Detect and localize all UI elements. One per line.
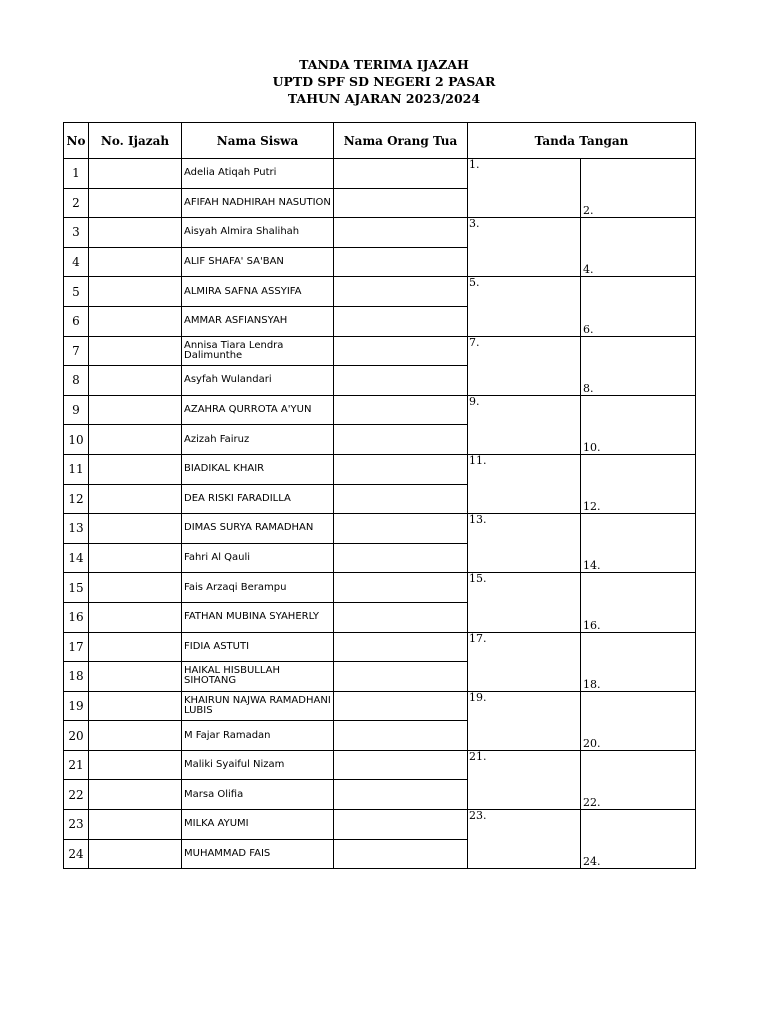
no-ijazah-cell[interactable] (89, 602, 182, 632)
row-number: 6 (64, 306, 89, 336)
nama-orang-tua-cell[interactable] (334, 247, 468, 277)
no-ijazah-cell[interactable] (89, 543, 182, 573)
row-number: 22 (64, 780, 89, 810)
nama-orang-tua-cell[interactable] (334, 810, 468, 840)
nama-orang-tua-cell[interactable] (334, 159, 468, 189)
nama-siswa-cell: FATHAN MUBINA SYAHERLY (182, 602, 334, 632)
signature-cell-odd[interactable] (468, 573, 581, 632)
nama-siswa-cell: DIMAS SURYA RAMADHAN (182, 514, 334, 544)
nama-siswa-cell: AZAHRA QURROTA A'YUN (182, 395, 334, 425)
row-number: 21 (64, 750, 89, 780)
nama-siswa-cell: Maliki Syaiful Nizam (182, 750, 334, 780)
signature-cell-even[interactable] (581, 810, 696, 869)
signature-number: 17. (469, 631, 487, 645)
nama-orang-tua-cell[interactable] (334, 543, 468, 573)
no-ijazah-cell[interactable] (89, 573, 182, 603)
nama-orang-tua-cell[interactable] (334, 366, 468, 396)
signature-number: 23. (469, 809, 487, 823)
table-row (64, 573, 696, 603)
table-header-row (64, 123, 696, 159)
nama-orang-tua-cell[interactable] (334, 839, 468, 869)
nama-orang-tua-cell[interactable] (334, 514, 468, 544)
no-ijazah-cell[interactable] (89, 780, 182, 810)
row-number: 19 (64, 691, 89, 721)
no-ijazah-cell[interactable] (89, 839, 182, 869)
signature-number: 2. (583, 204, 594, 218)
signature-number: 22. (583, 796, 601, 810)
row-number: 1 (64, 159, 89, 189)
nama-siswa-cell: Fahri Al Qauli (182, 543, 334, 573)
signature-cell-even[interactable] (581, 277, 696, 336)
no-ijazah-cell[interactable] (89, 247, 182, 277)
nama-orang-tua-cell[interactable] (334, 306, 468, 336)
table-row (64, 691, 696, 721)
no-ijazah-cell[interactable] (89, 425, 182, 455)
signature-cell-odd[interactable] (468, 750, 581, 809)
signature-cell-even[interactable] (581, 218, 696, 277)
signature-number: 18. (583, 677, 601, 691)
no-ijazah-cell[interactable] (89, 454, 182, 484)
signature-number: 16. (583, 618, 601, 632)
row-number: 11 (64, 454, 89, 484)
receipt-table (63, 122, 696, 869)
row-number: 14 (64, 543, 89, 573)
nama-orang-tua-cell[interactable] (334, 602, 468, 632)
row-number: 17 (64, 632, 89, 662)
row-number: 23 (64, 810, 89, 840)
signature-number: 15. (469, 572, 487, 586)
signature-cell-even[interactable] (581, 159, 696, 218)
no-ijazah-cell[interactable] (89, 188, 182, 218)
nama-orang-tua-cell[interactable] (334, 632, 468, 662)
signature-cell-even[interactable] (581, 750, 696, 809)
signature-cell-even[interactable] (581, 514, 696, 573)
header-nama-orang-tua: Nama Orang Tua (334, 123, 468, 159)
table-row (64, 454, 696, 484)
no-ijazah-cell[interactable] (89, 691, 182, 721)
table-row (64, 218, 696, 248)
row-number: 4 (64, 247, 89, 277)
no-ijazah-cell[interactable] (89, 662, 182, 692)
row-number: 12 (64, 484, 89, 514)
row-number: 13 (64, 514, 89, 544)
signature-cell-even[interactable] (581, 691, 696, 750)
nama-orang-tua-cell[interactable] (334, 454, 468, 484)
signature-number: 6. (583, 322, 594, 336)
no-ijazah-cell[interactable] (89, 721, 182, 751)
signature-cell-odd[interactable] (468, 514, 581, 573)
nama-siswa-cell: ALMIRA SAFNA ASSYIFA (182, 277, 334, 307)
no-ijazah-cell[interactable] (89, 306, 182, 336)
table-row (64, 810, 696, 840)
signature-number: 19. (469, 690, 487, 704)
table-row (64, 277, 696, 307)
nama-siswa-cell: Marsa Olifia (182, 780, 334, 810)
signature-number: 3. (469, 217, 480, 231)
signature-cell-odd[interactable] (468, 277, 581, 336)
nama-siswa-cell: DEA RISKI FARADILLA (182, 484, 334, 514)
nama-siswa-cell: AFIFAH NADHIRAH NASUTION (182, 188, 334, 218)
row-number: 24 (64, 839, 89, 869)
table-body (64, 159, 696, 869)
signature-cell-odd[interactable] (468, 395, 581, 454)
row-number: 20 (64, 721, 89, 751)
nama-orang-tua-cell[interactable] (334, 277, 468, 307)
signature-cell-even[interactable] (581, 395, 696, 454)
table-row (64, 395, 696, 425)
row-number: 18 (64, 662, 89, 692)
no-ijazah-cell[interactable] (89, 277, 182, 307)
no-ijazah-cell[interactable] (89, 810, 182, 840)
no-ijazah-cell[interactable] (89, 632, 182, 662)
nama-orang-tua-cell[interactable] (334, 484, 468, 514)
no-ijazah-cell[interactable] (89, 218, 182, 248)
row-number: 9 (64, 395, 89, 425)
signature-number: 13. (469, 513, 487, 527)
signature-number: 14. (583, 559, 601, 573)
nama-siswa-cell: KHAIRUN NAJWA RAMADHANI LUBIS (182, 691, 334, 721)
signature-number: 10. (583, 440, 601, 454)
signature-cell-odd[interactable] (468, 336, 581, 395)
no-ijazah-cell[interactable] (89, 366, 182, 396)
header-no-ijazah: No. Ijazah (89, 123, 182, 159)
nama-siswa-cell: Annisa Tiara Lendra Dalimunthe (182, 336, 334, 366)
nama-orang-tua-cell[interactable] (334, 573, 468, 603)
nama-orang-tua-cell[interactable] (334, 750, 468, 780)
signature-number: 21. (469, 749, 487, 763)
signature-cell-odd[interactable] (468, 218, 581, 277)
signature-number: 5. (469, 276, 480, 290)
signature-number: 24. (583, 855, 601, 869)
nama-siswa-cell: AMMAR ASFIANSYAH (182, 306, 334, 336)
nama-siswa-cell: MILKA AYUMI (182, 810, 334, 840)
signature-number: 12. (583, 500, 601, 514)
header-no: No (64, 123, 89, 159)
table-row (64, 159, 696, 189)
nama-orang-tua-cell[interactable] (334, 691, 468, 721)
nama-siswa-cell: Asyfah Wulandari (182, 366, 334, 396)
no-ijazah-cell[interactable] (89, 395, 182, 425)
signature-cell-odd[interactable] (468, 810, 581, 869)
nama-orang-tua-cell[interactable] (334, 662, 468, 692)
table-row (64, 336, 696, 366)
no-ijazah-cell[interactable] (89, 750, 182, 780)
nama-siswa-cell: MUHAMMAD FAIS (182, 839, 334, 869)
nama-orang-tua-cell[interactable] (334, 721, 468, 751)
signature-number: 1. (469, 158, 480, 171)
signature-cell-odd[interactable] (468, 159, 581, 218)
signature-number: 8. (583, 381, 594, 395)
no-ijazah-cell[interactable] (89, 159, 182, 189)
no-ijazah-cell[interactable] (89, 336, 182, 366)
nama-siswa-cell: Azizah Fairuz (182, 425, 334, 455)
signature-cell-odd[interactable] (468, 691, 581, 750)
nama-siswa-cell: HAIKAL HISBULLAH SIHOTANG (182, 662, 334, 692)
nama-siswa-cell: Adelia Atiqah Putri (182, 159, 334, 189)
nama-siswa-cell: FIDIA ASTUTI (182, 632, 334, 662)
signature-number: 11. (469, 453, 487, 467)
table-row (64, 632, 696, 662)
nama-siswa-cell: ALIF SHAFA' SA'BAN (182, 247, 334, 277)
nama-siswa-cell: M Fajar Ramadan (182, 721, 334, 751)
row-number: 2 (64, 188, 89, 218)
no-ijazah-cell[interactable] (89, 514, 182, 544)
table-row (64, 750, 696, 780)
nama-orang-tua-cell[interactable] (334, 188, 468, 218)
document-title (0, 56, 768, 107)
nama-orang-tua-cell[interactable] (334, 218, 468, 248)
title-line-3: TAHUN AJARAN 2023/2024 (287, 91, 481, 106)
row-number: 10 (64, 425, 89, 455)
header-tanda-tangan: Tanda Tangan (468, 123, 696, 159)
no-ijazah-cell[interactable] (89, 484, 182, 514)
signature-cell-even[interactable] (581, 632, 696, 691)
nama-orang-tua-cell[interactable] (334, 780, 468, 810)
signature-number: 9. (469, 394, 480, 408)
row-number: 8 (64, 366, 89, 396)
title-line-2: UPTD SPF SD NEGERI 2 PASAR (272, 74, 496, 89)
header-nama-siswa: Nama Siswa (182, 123, 334, 159)
signature-number: 4. (583, 263, 594, 277)
row-number: 3 (64, 218, 89, 248)
title-line-1: TANDA TERIMA IJAZAH (299, 57, 469, 72)
signature-cell-odd[interactable] (468, 454, 581, 513)
row-number: 5 (64, 277, 89, 307)
nama-siswa-cell: Aisyah Almira Shalihah (182, 218, 334, 248)
nama-orang-tua-cell[interactable] (334, 395, 468, 425)
nama-siswa-cell: Fais Arzaqi Berampu (182, 573, 334, 603)
signature-cell-even[interactable] (581, 454, 696, 513)
signature-cell-even[interactable] (581, 573, 696, 632)
row-number: 7 (64, 336, 89, 366)
row-number: 15 (64, 573, 89, 603)
signature-cell-even[interactable] (581, 336, 696, 395)
signature-number: 7. (469, 335, 480, 349)
table-row (64, 514, 696, 544)
row-number: 16 (64, 602, 89, 632)
nama-orang-tua-cell[interactable] (334, 336, 468, 366)
signature-cell-odd[interactable] (468, 632, 581, 691)
nama-siswa-cell: BIADIKAL KHAIR (182, 454, 334, 484)
nama-orang-tua-cell[interactable] (334, 425, 468, 455)
signature-number: 20. (583, 736, 601, 750)
